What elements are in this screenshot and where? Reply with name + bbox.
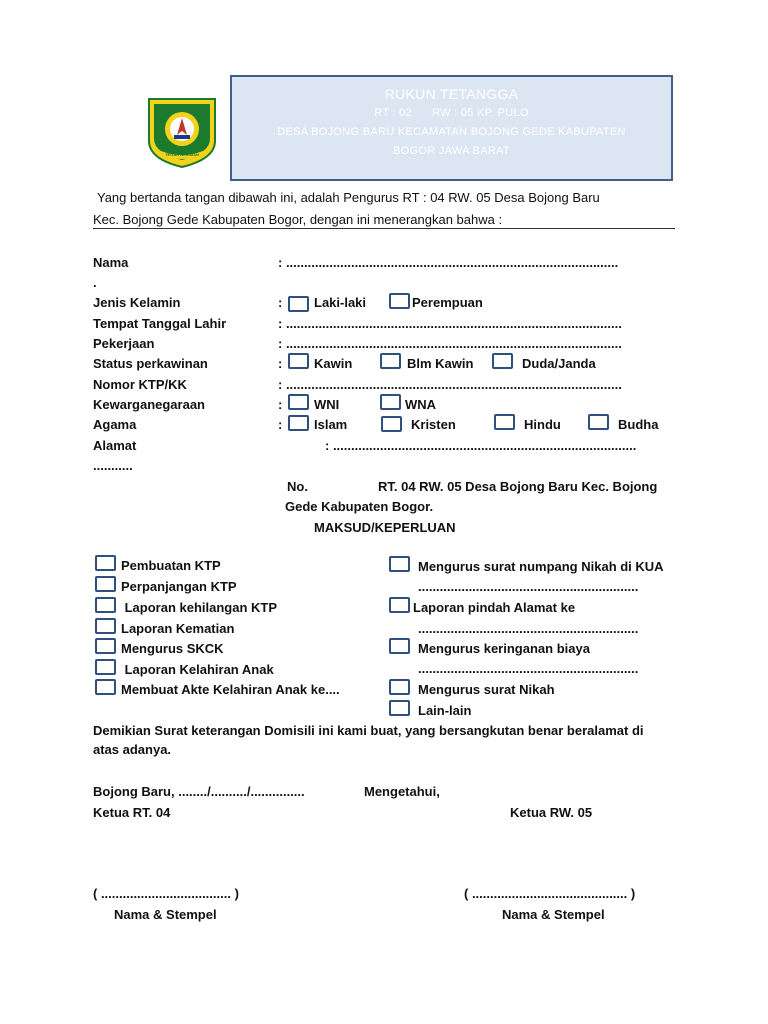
purpose-lain-lain: Lain-lain bbox=[418, 703, 472, 718]
checkbox-kristen[interactable] bbox=[381, 416, 402, 432]
place-date[interactable]: Bojong Baru, ......../........../............... bbox=[93, 784, 305, 799]
alamat-dots[interactable]: : .................................................................................... bbox=[325, 438, 637, 453]
checkbox-pembuatan-ktp[interactable] bbox=[95, 555, 116, 571]
checkbox-budha[interactable] bbox=[588, 414, 609, 430]
alamat-dots-cont: ........... bbox=[93, 458, 133, 473]
purpose-surat-nikah: Mengurus surat Nikah bbox=[418, 682, 555, 697]
ketua-rw: Ketua RW. 05 bbox=[510, 805, 593, 820]
address-line-2: Gede Kabupaten Bogor. bbox=[285, 499, 434, 514]
label-agama: Agama bbox=[93, 417, 137, 432]
mengetahui: Mengetahui, bbox=[364, 784, 440, 799]
purpose-pindah-alamat: Laporan pindah Alamat ke bbox=[413, 600, 576, 615]
purpose-numpang-nikah: Mengurus surat numpang Nikah di KUA bbox=[418, 559, 664, 574]
purpose-pembuatan-ktp: Pembuatan KTP bbox=[121, 558, 221, 573]
label-kristen: Kristen bbox=[411, 417, 456, 432]
ktp-dots[interactable]: : ............................................................................................. bbox=[278, 377, 622, 392]
checkbox-wni[interactable] bbox=[288, 394, 309, 410]
purpose-keringanan-dots[interactable]: ............................................................. bbox=[418, 661, 639, 676]
letterhead-title: RUKUN TETANGGA bbox=[384, 86, 519, 102]
purpose-kematian: Laporan Kematian bbox=[121, 621, 235, 636]
purpose-keringanan: Mengurus keringanan biaya bbox=[418, 641, 590, 656]
ttl-dots[interactable]: : ............................................................................................. bbox=[278, 316, 622, 331]
checkbox-kawin[interactable] bbox=[288, 353, 309, 369]
checkbox-duda-janda[interactable] bbox=[492, 353, 513, 369]
purpose-skck: Mengurus SKCK bbox=[121, 641, 224, 656]
label-laki-laki: Laki-laki bbox=[314, 295, 367, 310]
nama-dot-cont: . bbox=[93, 275, 97, 290]
purpose-akte: Membuat Akte Kelahiran Anak ke.... bbox=[121, 682, 340, 697]
checkbox-numpang-nikah[interactable] bbox=[389, 556, 410, 572]
label-budha: Budha bbox=[618, 417, 659, 432]
checkbox-surat-nikah[interactable] bbox=[389, 679, 410, 695]
label-kawin: Kawin bbox=[314, 356, 353, 371]
colon: : bbox=[278, 397, 283, 412]
letterhead-village: DESA BOJONG BARU KECAMATAN BOJONG GEDE KABUPATEN bbox=[277, 126, 626, 138]
checkbox-wna[interactable] bbox=[380, 394, 401, 410]
logo-motto: TEGAR BERIMAN bbox=[165, 152, 199, 157]
purpose-perpanjangan-ktp: Perpanjangan KTP bbox=[121, 579, 237, 594]
checkbox-keringanan[interactable] bbox=[389, 638, 410, 654]
checkbox-islam[interactable] bbox=[288, 415, 309, 431]
checkbox-kelahiran[interactable] bbox=[95, 659, 116, 675]
stempel-rt: Nama & Stempel bbox=[114, 907, 217, 922]
label-status: Status perkawinan bbox=[93, 356, 208, 371]
checkbox-kematian[interactable] bbox=[95, 618, 116, 634]
colon: : bbox=[278, 356, 283, 371]
label-no: No. bbox=[287, 479, 308, 494]
signature-line-rt[interactable]: ( .................................... ) bbox=[93, 886, 239, 901]
label-kewarganegaraan: Kewarganegaraan bbox=[93, 397, 205, 412]
checkbox-hindu[interactable] bbox=[494, 414, 515, 430]
shield-emblem-icon bbox=[147, 97, 217, 169]
colon: : bbox=[278, 295, 283, 310]
checkbox-perpanjangan-ktp[interactable] bbox=[95, 576, 116, 592]
purpose-kehilangan-ktp: Laporan kehilangan KTP bbox=[121, 600, 278, 615]
letterhead-box bbox=[230, 75, 673, 181]
checkbox-skck[interactable] bbox=[95, 638, 116, 654]
closing-line-1: Demikian Surat keterangan Domisili ini kami buat, yang bersangkutan benar beralamat di bbox=[93, 723, 644, 738]
label-alamat: Alamat bbox=[93, 438, 137, 453]
label-jenis-kelamin: Jenis Kelamin bbox=[93, 295, 181, 310]
checkbox-kehilangan-ktp[interactable] bbox=[95, 597, 116, 613]
checkbox-perempuan[interactable] bbox=[389, 293, 410, 309]
label-perempuan: Perempuan bbox=[412, 295, 483, 310]
colon: : bbox=[278, 417, 283, 432]
checkbox-lain-lain[interactable] bbox=[389, 700, 410, 716]
letterhead-rt-rw: RT : 02 RW : 05 KP. PULO bbox=[374, 107, 529, 119]
letterhead-province: BOGOR JAWA BARAT bbox=[393, 145, 510, 157]
address-line-1: RT. 04 RW. 05 Desa Bojong Baru Kec. Bojong bbox=[378, 479, 658, 494]
divider bbox=[93, 228, 675, 229]
label-duda-janda: Duda/Janda bbox=[522, 356, 596, 371]
label-blm-kawin: Blm Kawin bbox=[407, 356, 474, 371]
nama-dots[interactable]: : ............................................................................................ bbox=[278, 255, 619, 270]
checkbox-laki-laki[interactable] bbox=[288, 296, 309, 312]
stempel-rw: Nama & Stempel bbox=[502, 907, 605, 922]
label-ktp: Nomor KTP/KK bbox=[93, 377, 187, 392]
label-wna: WNA bbox=[405, 397, 437, 412]
signature-line-rw[interactable]: ( ........................................... ) bbox=[464, 886, 636, 901]
label-wni: WNI bbox=[314, 397, 340, 412]
pekerjaan-dots[interactable]: : ............................................................................................. bbox=[278, 336, 622, 351]
maksud-title: MAKSUD/KEPERLUAN bbox=[314, 520, 456, 535]
intro-line-1: Yang bertanda tangan dibawah ini, adalah Pengurus RT : 04 RW. 05 Desa Bojong Baru bbox=[97, 190, 600, 205]
label-ttl: Tempat Tanggal Lahir bbox=[93, 316, 227, 331]
purpose-pindah-dots[interactable]: ............................................................. bbox=[418, 621, 639, 636]
ketua-rt: Ketua RT. 04 bbox=[93, 805, 171, 820]
label-pekerjaan: Pekerjaan bbox=[93, 336, 155, 351]
checkbox-akte[interactable] bbox=[95, 679, 116, 695]
regency-logo bbox=[147, 97, 217, 169]
closing-line-2: atas adanya. bbox=[93, 742, 172, 757]
purpose-kelahiran: Laporan Kelahiran Anak bbox=[121, 662, 274, 677]
purpose-numpang-dots[interactable]: ............................................................. bbox=[418, 579, 639, 594]
label-islam: Islam bbox=[314, 417, 348, 432]
label-hindu: Hindu bbox=[524, 417, 561, 432]
intro-line-2: Kec. Bojong Gede Kabupaten Bogor, dengan ini menerangkan bahwa : bbox=[93, 212, 503, 227]
label-nama: Nama bbox=[93, 255, 129, 270]
checkbox-blm-kawin[interactable] bbox=[380, 353, 401, 369]
checkbox-pindah-alamat[interactable] bbox=[389, 597, 410, 613]
